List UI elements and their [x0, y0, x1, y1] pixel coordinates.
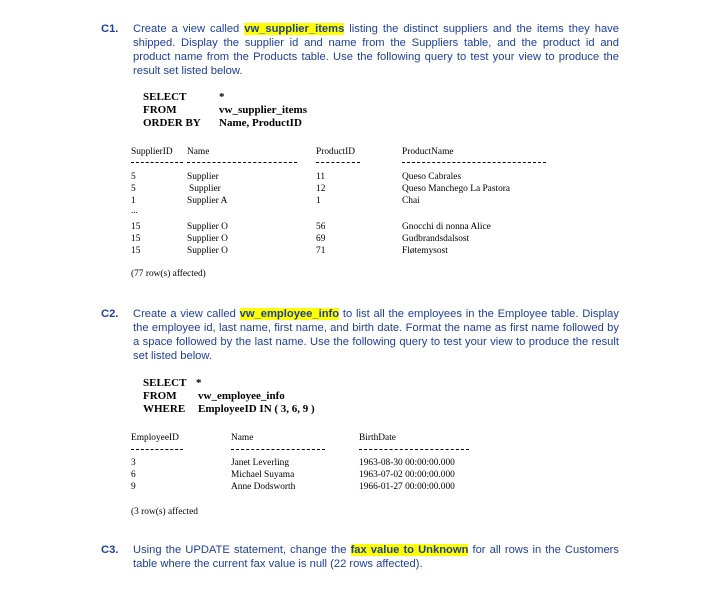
question-c2-number: C2. — [101, 308, 119, 320]
header-divider — [131, 449, 183, 450]
header-divider — [359, 449, 469, 450]
question-c1-number: C1. — [101, 23, 119, 35]
sql-keyword: FROM — [143, 104, 177, 116]
column-header: SupplierID — [131, 147, 173, 157]
header-divider — [231, 449, 325, 450]
sql-argument: vw_employee_info — [198, 390, 285, 402]
column-header: BirthDate — [359, 433, 396, 443]
sql-argument: * — [219, 91, 225, 103]
column-header: Name — [231, 433, 254, 443]
row-ellipsis: ... — [131, 205, 138, 215]
sql-argument: vw_supplier_items — [219, 104, 307, 116]
sql-argument: Name, ProductID — [219, 117, 302, 129]
header-divider — [187, 162, 297, 163]
sql-keyword: WHERE — [143, 403, 186, 415]
header-divider — [131, 162, 183, 163]
header-divider — [316, 162, 360, 163]
sql-argument: EmployeeID IN ( 3, 6, 9 ) — [198, 403, 315, 415]
view-name-highlight: vw_employee_info — [239, 308, 340, 320]
header-divider — [402, 162, 546, 163]
question-c2-text: Create a view called vw_employee_info to list all the employees in the Employee table. Display the employee id, last name, first name, and birth date. Format the name as first name followed by a space followed by the last name. Use the following query to test your view to produce the result set listed below. — [133, 308, 619, 362]
view-name-highlight: vw_supplier_items — [244, 23, 345, 35]
sql-keyword: SELECT — [143, 91, 187, 103]
question-c3-number: C3. — [101, 544, 119, 556]
sql-keyword: ORDER BY — [143, 117, 201, 129]
column-header: EmployeeID — [131, 433, 179, 443]
column-header: ProductName — [402, 147, 454, 157]
rows-affected: (3 row(s) affected — [131, 507, 198, 517]
rows-affected: (77 row(s) affected) — [131, 269, 206, 279]
sql-argument: * — [196, 377, 202, 389]
sql-keyword: FROM — [143, 390, 177, 402]
question-c3-text: Using the UPDATE statement, change the fax value to Unknown for all rows in the Customers table where the current fax value is null (22 rows affected). — [133, 544, 619, 570]
fax-value-highlight: fax value to Unknown — [350, 544, 469, 556]
question-c1-text: Create a view called vw_supplier_items listing the distinct suppliers and the items they have shipped. Display the supplier id and name from the Suppliers table, and the product id and product name from the Products table. Use the following query to test your view to produce the result set listed below. — [133, 23, 619, 77]
sql-keyword: SELECT — [143, 377, 187, 389]
column-header: ProductID — [316, 147, 356, 157]
column-header: Name — [187, 147, 210, 157]
